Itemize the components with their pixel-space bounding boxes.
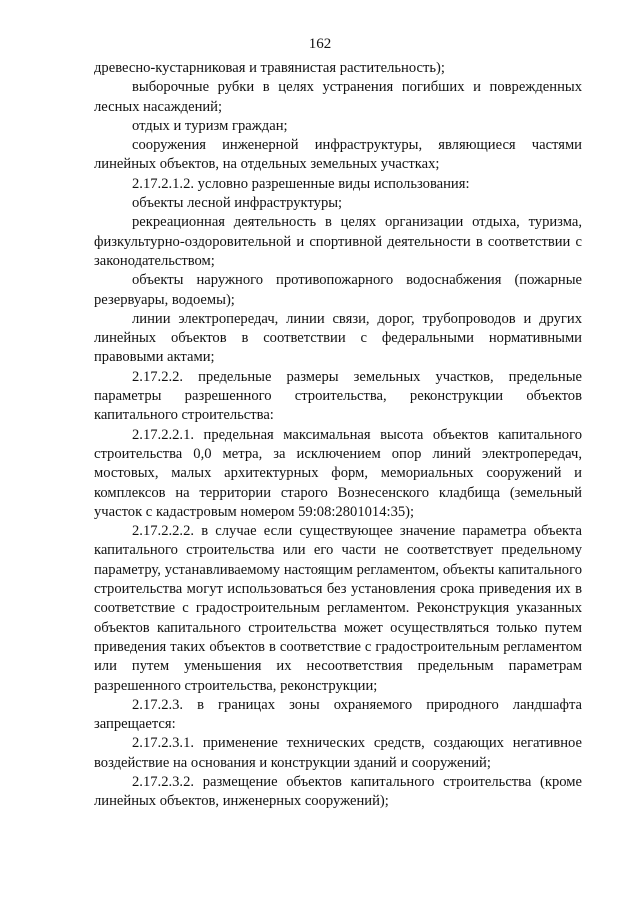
paragraph: объекты наружного противопожарного водоснабжения (пожарные резервуары, водоемы); [94,272,582,308]
paragraph: 2.17.2.2.2. в случае если существующее значение параметра объекта капитального строительства или его части не соответствует предельному параметру, устанавливаемому настоящим регламентом, объекты капитального строительства могут использоваться без установления срока приведения их в соответствие с градостроительным регламентом. Реконструкция указанных объектов капитального строительства может осуществляться только путем приведения таких объектов в соответствие с градостроительным регламентом или путем уменьшения их несоответствия предельным параметрам разрешенного строительства, реконструкции; [94,523,582,694]
paragraph: 2.17.2.1.2. условно разрешенные виды использования: [132,175,470,192]
paragraph: 2.17.2.3.1. применение технических средств, создающих негативное воздействие на основания и конструкции зданий и сооружений; [94,735,582,771]
paragraph: 2.17.2.2. предельные размеры земельных участков, предельные параметры разрешенного строительства, реконструкции объектов капитального строительства: [94,368,582,424]
paragraph: объекты лесной инфраструктуры; [132,195,343,212]
paragraph: рекреационная деятельность в целях организации отдыха, туризма, физкультурно-оздоровительной и спортивной деятельности в соответствии с законодательством; [94,214,582,269]
document-body [94,59,582,812]
paragraph: выборочные рубки в целях устранения погибших и поврежденных лесных насаждений; [94,79,582,115]
page-number: 162 [308,36,332,52]
paragraph: линии электропередач, линии связи, дорог, трубопроводов и других линейных объектов в соответствии с федеральными нормативными правовыми актами; [94,310,582,366]
paragraph: древесно-кустарниковая и травянистая растительность); [94,60,445,76]
paragraph: 2.17.2.3. в границах зоны охраняемого природного ландшафта запрещается: [94,696,582,733]
paragraph: отдых и туризм граждан; [132,117,288,134]
paragraph: 2.17.2.2.1. предельная максимальная высота объектов капитального строительства 0,0 метра, за исключением опор линий электропередач, мостовых, малых архитектурных форм, мемориальных сооружений и комплексов на территории старого Вознесенского кладбища (земельный участок с кадастровым номером 59:08:2801014:35); [94,426,582,520]
paragraph: сооружения инженерной инфраструктуры, являющиеся частями линейных объектов, на отдельных земельных участках; [94,137,582,173]
paragraph: 2.17.2.3.2. размещение объектов капитального строительства (кроме линейных объектов, инженерных сооружений); [94,773,582,810]
